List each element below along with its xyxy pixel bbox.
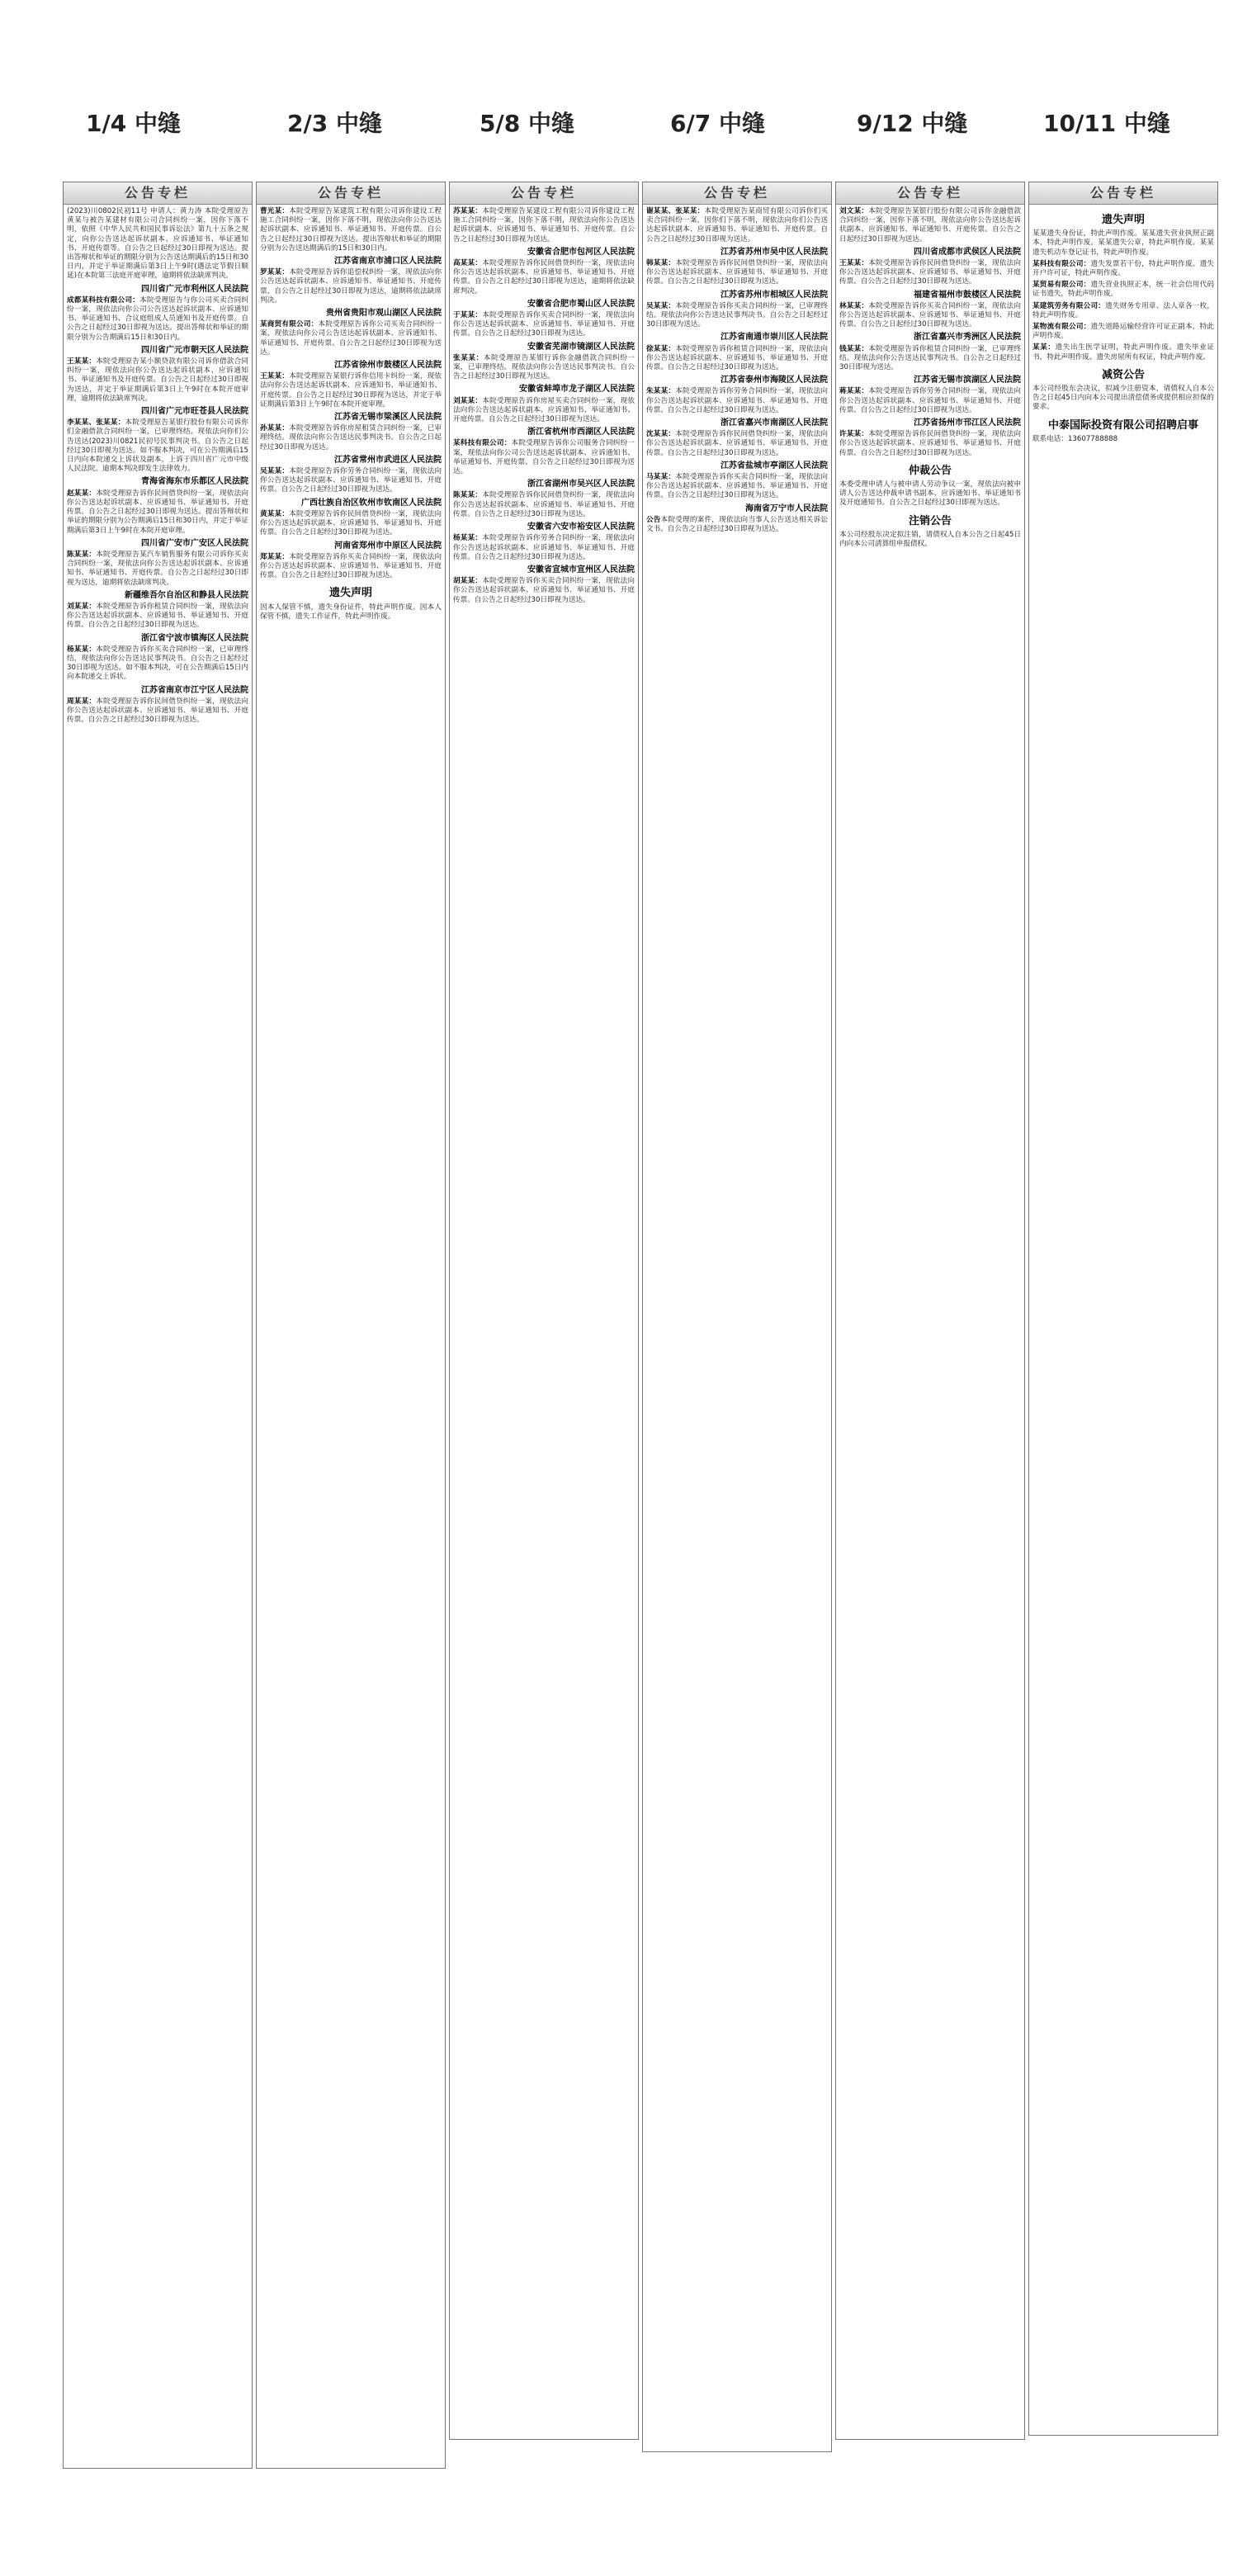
notice-entry [67, 551, 248, 588]
court-name: 江苏省苏州市相城区人民法院 [721, 290, 828, 300]
notice-entry [67, 645, 248, 683]
notice-text [646, 207, 828, 534]
notice-body: 本院受理原告诉你民间借贷纠纷一案，现依法向你公告送达起诉状副本、应诉通知书、举证通知书、开庭传票。自公告之日起经过30日即视为送达，逾期将依法缺席判决。 [453, 259, 635, 295]
notice-addressee: 王某某： [67, 357, 97, 366]
notice-addressee: 王某某： [260, 372, 290, 381]
notice-addressee: 林某某： [839, 301, 869, 310]
court-name: 安徽省六安市裕安区人民法院 [527, 522, 635, 532]
notice-body: 本院受理原告诉你租赁合同纠纷一案，现依法向你公告送达起诉状副本、应诉通知书、举证通知书、开庭传票。自公告之日起经过30日即视为送达。 [646, 344, 828, 372]
notice-entry [1032, 385, 1214, 413]
notice-addressee: 韩某某： [646, 259, 676, 268]
notice-body: 本院受理原告诉你追偿权纠纷一案，现依法向你公告送达起诉状副本、应诉通知书、举证通知书、开庭传票，自公告之日起经过30日即视为送达，逾期将依法缺席判决。 [260, 268, 442, 305]
notice-entry [67, 207, 248, 281]
notice-entry [646, 345, 828, 373]
notice-entry [839, 345, 1021, 373]
notice-body: 本院受理原告诉你劳务合同纠纷一案，现依法向你公告送达起诉状副本、应诉通知书、举证通知书、开庭传票。自公告之日起经过30日即视为送达。 [453, 534, 635, 561]
notice-body: 本院受理原告诉你买卖合同纠纷一案，现依法向你公告送达起诉状副本、应诉通知书、举证通知书、开庭传票。自公告之日起经过30日即视为送达。 [260, 552, 442, 580]
notice-body: 本院受理原告诉你民间借贷纠纷一案，现依法向你公告送达起诉状副本、应诉通知书、举证通知书、开庭传票。自公告之日起经过30日即视为送达。提出答辩状和举证的期限分别为公告期满后15日和30日内，并定于举证期满后第3日上午9时在本院开庭审理。 [67, 489, 248, 535]
notice-body: 本院受理的案件，现依法向当事人公告送达相关诉讼文书。自公告之日起经过30日即视为送达。 [646, 515, 828, 534]
court-name: 四川省广元市利州区人民法院 [141, 284, 248, 294]
court-name: 遗失声明 [1101, 214, 1145, 226]
notice-body: 遗失出生医学证明，特此声明作废。遗失毕业证书，特此声明作废。遗失房屋所有权证，特此声明作废。 [1032, 343, 1214, 362]
notice-body: 本院受理原告某商贸有限公司诉你们买卖合同纠纷一案，因你们下落不明，现依法向你们公告送达起诉状副本、应诉通知书、举证通知书、开庭传票。自公告之日起经过30日即视为送达。 [646, 207, 828, 243]
court-name: 青海省海东市乐都区人民法院 [141, 477, 248, 487]
notice-entry [67, 357, 248, 404]
notice-body: 因本人保管不慎，遗失身份证件，特此声明作废。因本人保管不慎，遗失工作证件，特此声明作废。 [260, 603, 442, 621]
column-body [643, 205, 831, 2451]
court-name: 江苏省南京市江宁区人民法院 [141, 685, 248, 695]
notice-addressee: 公告 [646, 515, 661, 524]
notice-addressee: 张某某： [453, 353, 484, 362]
notice-body: 遗失道路运输经营许可证正副本，特此声明作废。 [1032, 323, 1214, 341]
column-header-1: 1/4 中缝 [86, 110, 181, 137]
notice-entry [260, 467, 442, 495]
notice-entry [646, 516, 828, 534]
notice-body: 联系电话：13607788888 [1032, 434, 1118, 443]
notice-addressee: 陈某某： [67, 550, 97, 559]
notice-addressee: 刘某某： [453, 396, 483, 405]
column-title: 公告专栏 [257, 182, 445, 205]
notice-body: 本院受理原告某汽车销售服务有限公司诉你买卖合同纠纷一案，现依法向你公告送达起诉状副本、应诉通知书、举证通知书、开庭传票。自公告之日起经过30日即视为送达，逾期将依法缺席判决。 [67, 550, 248, 587]
notice-body: 本院受理原告诉你房屋买卖合同纠纷一案，现依法向你公告送达起诉状副本、应诉通知书、举证通知书、开庭传票。自公告之日起经过30日即视为送达。 [453, 396, 635, 424]
notice-text [1032, 215, 1214, 444]
notice-addressee: 某科技有限公司： [453, 439, 512, 448]
notice-body: 本院受理原告某建设工程有限公司诉你建设工程施工合同纠纷一案，因你下落不明，现依法向你公告送达起诉状副本、应诉通知书、举证通知书、开庭传票。自公告之日起经过30日即视为送达。 [453, 207, 635, 243]
notice-body: 本院受理原告诉你劳务合同纠纷一案，现依法向你公告送达起诉状副本、应诉通知书、举证通知书、开庭传票。自公告之日起经过30日即视为送达。 [839, 387, 1021, 414]
column-body [1029, 205, 1217, 2435]
notice-entry [1032, 435, 1214, 444]
court-name: 江苏省无锡市梁溪区人民法院 [334, 413, 442, 423]
notice-addressee: 罗某某： [260, 268, 290, 277]
notice-entry [67, 296, 248, 343]
notice-entry [453, 491, 635, 519]
court-name: 安徽省合肥市蜀山区人民法院 [527, 299, 635, 309]
notice-entry [1032, 302, 1214, 320]
notice-body: 本院受理原告诉你民间借贷纠纷一案，现依法向你公告送达起诉状副本、应诉通知书、举证通知书、开庭传票。自公告之日起经过30日即视为送达。 [646, 259, 828, 286]
notice-entry [839, 207, 1021, 244]
notice-entry [260, 268, 442, 305]
court-name: 海南省万宁市人民法院 [745, 503, 828, 513]
column-body [836, 205, 1024, 2439]
notice-body: 本院受理原告诉你民间借贷纠纷一案，现依法向你公告送达起诉状副本、应诉通知书、举证通知书、开庭传票。自公告之日起经过30日即视为送达。 [453, 491, 635, 518]
court-name: 仲裁公告 [908, 464, 952, 477]
notice-addressee: 某建筑劳务有限公司： [1032, 301, 1106, 310]
notice-body: 本院受理原告诉你劳务合同纠纷一案，现依法向你公告送达起诉状副本、应诉通知书、举证通知书、开庭传票。自公告之日起经过30日即视为送达。 [646, 387, 828, 414]
court-name: 浙江省嘉兴市秀洲区人民法院 [914, 333, 1021, 343]
notice-column-4 [642, 182, 832, 2452]
notice-addressee: 许某某： [839, 430, 869, 439]
notice-entry [1032, 343, 1214, 362]
notice-body: 本公司经股东决定拟注销，请债权人自本公告之日起45日内向本公司清算组申报债权。 [839, 530, 1021, 549]
notice-body: 本院受理原告某银行诉你金融借款合同纠纷一案，已审理终结。现依法向你公告送达民事判决书。自公告之日起经过30日即视为送达。 [453, 353, 635, 381]
notice-addressee: 王某某： [839, 259, 869, 268]
notice-body: 本院受理原告诉你买卖合同纠纷一案，现依法向你公告送达起诉状副本、应诉通知书、举证通知书、开庭传票。自公告之日起经过30日即视为送达。 [646, 473, 828, 500]
notice-addressee: 陈某某： [453, 491, 483, 500]
notice-entry [839, 480, 1021, 508]
court-name: 浙江省湖州市吴兴区人民法院 [527, 480, 635, 489]
notice-entry [67, 418, 248, 474]
notice-body: 本院受理原告诉你买卖合同纠纷一案，现依法向你公告送达起诉状副本、应诉通知书、举证通知书、开庭传票。自公告之日起经过30日即视为送达。 [453, 311, 635, 338]
notice-addressee: 郑某某： [260, 552, 290, 561]
notice-entry [260, 320, 442, 357]
court-name: 浙江省宁波市镇海区人民法院 [141, 633, 248, 643]
notice-entry [646, 387, 828, 415]
court-name: 浙江省杭州市西湖区人民法院 [527, 428, 635, 437]
notice-body: 本院受理原告诉你公司服务合同纠纷一案，现依法向你公司公告送达起诉状副本、应诉通知书、举证通知书、开庭传票。自公告之日起经过30日即视为送达。 [453, 439, 635, 476]
column-body [64, 205, 252, 2468]
notice-addressee: 钱某某： [839, 344, 869, 353]
notice-text [453, 207, 635, 605]
notice-entry [839, 430, 1021, 458]
notice-addressee: 蒋某某： [839, 387, 869, 396]
notice-body: 遗失财务专用章、法人章各一枚，特此声明作废。 [1032, 301, 1214, 319]
notice-addressee: 朱某某： [646, 387, 676, 396]
notice-entry [453, 311, 635, 339]
column-header-6: 10/11 中缝 [1043, 110, 1170, 137]
notice-entry [67, 489, 248, 536]
court-name: 广西壮族自治区钦州市钦南区人民法院 [301, 498, 442, 508]
notice-addressee: 某某： [1032, 343, 1056, 352]
court-name: 安徽省芜湖市镜湖区人民法院 [527, 342, 635, 352]
notice-body: 本院受理原告诉你劳务合同纠纷一案，现依法向你公告送达起诉状副本、应诉通知书、举证通知书、开庭传票。自公告之日起经过30日即视为送达。 [260, 467, 442, 494]
notice-body: 本院受理原告诉你买卖合同纠纷一案，现依法向你公告送达起诉状副本、应诉通知书、举证通知书、开庭传票。自公告之日起经过30日即视为送达。 [839, 301, 1021, 329]
notice-addressee: 周某某： [67, 697, 97, 706]
court-name: 江苏省盐城市亭湖区人民法院 [721, 461, 828, 470]
notice-addressee: 杨某某： [67, 645, 97, 654]
column-title: 公告专栏 [1029, 182, 1217, 205]
column-title: 公告专栏 [643, 182, 831, 205]
court-name: 江苏省徐州市鼓楼区人民法院 [334, 361, 442, 371]
court-name: 减资公告 [1101, 368, 1145, 381]
notice-body: 本院受理原告某银行股份有限公司诉你们金融借款合同纠纷一案，已审理终结。现依法向你们公告送达(2023)川0821民初号民事判决书。自公告之日起经过30日即视为送达。如不服本判决，可在公告期满后15日内向本院递交上诉状及副本，上诉于四川省广元市中级人民法院。逾期本判决即发生法律效力。 [67, 418, 248, 474]
notice-entry [1032, 281, 1214, 299]
notice-addressee: 刘文某： [839, 207, 869, 215]
notice-body: 本院受理原告诉你买卖合同纠纷一案，已审理终结，现依法向你公告送达民事判决书。自公告之日起经过30日即视为送达。如不服本判决，可在公告期满后15日内向本院递交上诉状。 [67, 645, 248, 682]
notice-entry [453, 397, 635, 425]
notice-body: 本院受理原告诉你民间借贷纠纷一案，现依法向你公告送达起诉状副本、应诉通知书、举证通知书、开庭传票。自公告之日起经过30日即视为送达。 [67, 697, 248, 725]
court-name: 四川省广元市旺苍县人民法院 [141, 407, 248, 417]
court-name: 安徽省合肥市包河区人民法院 [527, 247, 635, 257]
notice-addressee: 成都某科技有限公司： [67, 295, 140, 305]
notice-addressee: 某物流有限公司： [1032, 323, 1091, 332]
notice-body: 本院受理原告诉你公司买卖合同纠纷一案，现依法向你公司公告送达起诉状副本、应诉通知书、举证通知书、开庭传票。自公告之日起经过30日即视为送达。 [260, 320, 442, 357]
court-name: 遗失声明 [328, 587, 372, 600]
column-title: 公告专栏 [836, 182, 1024, 205]
notice-body: 本委受理申请人与被申请人劳动争议一案，现依法向被申请人公告送达仲裁申请书副本、应诉通知书、举证通知书及开庭通知书。自公告之日起经过30日即视为送达。 [839, 480, 1021, 508]
notice-body: 本院受理原告与你公司买卖合同纠纷一案，现依法向你公司公告送达起诉状副本、应诉通知书、举证通知书、合议庭组成人员通知书及开庭传票。自公告之日起经过30日即视为送达。提出答辩状和举证的期限分别为公告期满后15日和30日内。 [67, 295, 248, 342]
notice-entry [646, 207, 828, 244]
notice-addressee: 某商贸有限公司： [260, 320, 319, 329]
notice-entry [453, 534, 635, 562]
notice-addressee: 沈某某： [646, 430, 676, 439]
column-body [450, 205, 638, 2439]
notice-text [260, 207, 442, 622]
notice-entry [646, 302, 828, 330]
notice-column-5 [835, 182, 1025, 2440]
notice-entry [839, 531, 1021, 549]
notice-entry [453, 354, 635, 382]
court-name: 安徽省蚌埠市龙子湖区人民法院 [519, 385, 635, 395]
notice-column-1 [63, 182, 253, 2469]
notice-body: 本院受理原告某小额贷款有限公司诉你借款合同纠纷一案，现依法向你公告送达起诉状副本、应诉通知书、举证通知书及开庭传票。自公告之日起经过30日即视为送达，并定于举证期满后第3日上午9时在本院开庭审理，逾期将依法缺席判决。 [67, 357, 248, 403]
notice-column-2 [256, 182, 446, 2469]
column-header-3: 5/8 中缝 [480, 110, 574, 137]
court-name: 江苏省南京市浦口区人民法院 [334, 257, 442, 267]
court-name: 新疆维吾尔自治区和静县人民法院 [125, 590, 248, 600]
notice-body: 本院受理原告诉你民间借贷纠纷一案，现依法向你公告送达起诉状副本、应诉通知书、举证通知书、开庭传票。自公告之日起经过30日即视为送达。 [839, 430, 1021, 457]
notice-addressee: 某科技有限公司： [1032, 259, 1091, 268]
court-name: 江苏省苏州市吴中区人民法院 [721, 247, 828, 257]
notice-body: 本院受理原告诉你房屋租赁合同纠纷一案，已审理终结。现依法向你公告送达民事判决书。自公告之日起经过30日即视为送达。 [260, 424, 442, 451]
notice-addressee: 杨某某： [453, 534, 483, 543]
court-name: 江苏省无锡市滨湖区人民法院 [914, 376, 1021, 385]
notice-column-6 [1028, 182, 1218, 2436]
notice-body: 本院受理原告某银行诉你信用卡纠纷一案，现依法向你公告送达起诉状副本、应诉通知书、举证通知书、开庭传票。自公告之日起经过30日即视为送达，并定于举证期满后第3日上午9时在本院开庭审理。 [260, 372, 442, 409]
column-title: 公告专栏 [450, 182, 638, 205]
notice-body: (2023)川0802民初11号 申请人：黄力涛 本院受理原告黄某与被告某建材有限公司合同纠纷一案，因你下落不明，依照《中华人民共和国民事诉讼法》第九十五条之规定，向你公告送达起诉状副本、应诉通知书、举证通知书、开庭传票等。自公告之日起经过30日即视为送达。提出答辩状和举证的期限分别为公告送达期满后的15日和30日内，并定于举证期满后第3日上午9时(遇法定节假日顺延)在本院第三法庭开庭审理，逾期将依法缺席判决。 [67, 207, 248, 281]
column-body [257, 205, 445, 2468]
notice-body: 本院受理原告某银行股份有限公司诉你金融借款合同纠纷一案，因你下落不明，现依法向你公告送达起诉状副本、应诉通知书、举证通知书、开庭传票。自公告之日起经过30日即视为送达。 [839, 207, 1021, 243]
court-name: 浙江省嘉兴市南湖区人民法院 [721, 418, 828, 428]
notice-entry [646, 430, 828, 458]
notice-addressee: 某贸易有限公司： [1032, 281, 1091, 290]
court-name: 江苏省泰州市海陵区人民法院 [721, 376, 828, 385]
notice-entry [260, 603, 442, 622]
notice-addressee: 刘某某： [67, 602, 97, 611]
notice-entry [453, 577, 635, 605]
notice-entry [646, 259, 828, 287]
notice-text [67, 207, 248, 725]
notice-entry [67, 697, 248, 726]
notice-body: 本公司经股东会决议，拟减少注册资本，请债权人自本公告之日起45日内向本公司提出清偿债务或提供相应担保的要求。 [1032, 385, 1214, 412]
notice-addressee: 苏某某： [453, 207, 483, 215]
notice-entry [839, 259, 1021, 287]
notice-entry [453, 439, 635, 476]
column-header-5: 9/12 中缝 [857, 110, 968, 137]
notice-entry [67, 603, 248, 631]
court-name: 江苏省常州市武进区人民法院 [334, 455, 442, 465]
notice-addressee: 徐某某： [646, 344, 676, 353]
court-name: 江苏省扬州市邗江区人民法院 [914, 418, 1021, 428]
notice-addressee: 赵某某： [67, 489, 97, 498]
court-name: 福建省福州市鼓楼区人民法院 [914, 290, 1021, 300]
notice-body: 本院受理原告诉你买卖合同纠纷一案，已审理终结。现依法向你公告送达民事判决书。自公告之日起经过30日即视为送达。 [646, 301, 828, 329]
notice-addressee: 李某某、张某某： [67, 418, 125, 428]
court-name: 河南省郑州市中原区人民法院 [334, 541, 442, 551]
notice-body: 本院受理原告诉你租赁合同纠纷一案，现依法向你公告送达起诉状副本、应诉通知书、举证通知书、开庭传票。自公告之日起经过30日即视为送达。 [67, 602, 248, 630]
notice-column-3 [449, 182, 639, 2440]
notice-entry [839, 387, 1021, 415]
notice-body: 某某遗失身份证，特此声明作废。某某遗失营业执照正副本，特此声明作废。某某遗失公章，特此声明作废。某某遗失机动车登记证书，特此声明作废。 [1032, 229, 1214, 257]
notice-addressee: 于某某： [453, 311, 483, 320]
notice-text [839, 207, 1021, 549]
notice-body: 遗失发票若干份，特此声明作废。遗失开户许可证，特此声明作废。 [1032, 259, 1214, 278]
notice-entry [260, 207, 442, 253]
notice-body: 本院受理原告诉你民间借贷纠纷一案，现依法向你公告送达起诉状副本、应诉通知书、举证通知书、开庭传票。自公告之日起经过30日即视为送达。 [260, 509, 442, 537]
notice-body: 本院受理原告诉你租赁合同纠纷一案，已审理终结。现依法向你公告送达民事判决书。自公告之日起经过30日即视为送达。 [839, 344, 1021, 372]
court-name: 四川省成都市武侯区人民法院 [914, 247, 1021, 257]
notice-entry [1032, 323, 1214, 341]
notice-addressee: 吴某某： [646, 301, 676, 310]
notice-entry [453, 207, 635, 244]
notice-entry [839, 302, 1021, 330]
notice-body: 本院受理原告诉你买卖合同纠纷一案，现依法向你公告送达起诉状副本、应诉通知书、举证通知书、开庭传票。自公告之日起经过30日即视为送达。 [453, 577, 635, 604]
notice-entry [1032, 260, 1214, 278]
court-name: 四川省广安市广安区人民法院 [141, 538, 248, 548]
court-name: 中泰国际投资有限公司招聘启事 [1047, 418, 1198, 432]
notice-body: 遗失营业执照正本，统一社会信用代码证书遗失，特此声明作废。 [1032, 281, 1214, 299]
notice-addressee: 孙某某： [260, 424, 290, 433]
notice-entry [260, 424, 442, 452]
notice-addressee: 吴某某： [260, 467, 290, 476]
notice-addressee: 谢某某、张某某： [646, 207, 705, 215]
court-name: 安徽省宣城市宣州区人民法院 [527, 565, 635, 574]
column-header-2: 2/3 中缝 [287, 110, 382, 137]
notice-entry [1032, 229, 1214, 258]
notice-entry [260, 510, 442, 538]
notice-addressee: 胡某某： [453, 577, 483, 586]
notice-entry [260, 372, 442, 409]
notice-entry [646, 473, 828, 501]
column-header-4: 6/7 中缝 [670, 110, 765, 137]
column-title: 公告专栏 [64, 182, 252, 205]
court-name: 注销公告 [908, 514, 952, 527]
notice-body: 本院受理原告某建筑工程有限公司诉你建设工程施工合同纠纷一案，因你下落不明，现依法向你公告送达起诉状副本、应诉通知书、举证通知书、开庭传票。自公告之日起经过30日即视为送达。提出答辩状和举证的期限分别为公告送达期满后的15日和30日内。 [260, 207, 442, 253]
notice-addressee: 黄某某： [260, 509, 290, 518]
court-name: 江苏省南通市崇川区人民法院 [721, 333, 828, 343]
notice-body: 本院受理原告诉你民间借贷纠纷一案，现依法向你公告送达起诉状副本、应诉通知书、举证通知书、开庭传票。自公告之日起经过30日即视为送达。 [646, 430, 828, 457]
notice-addressee: 曹光某： [260, 207, 290, 215]
notice-entry [453, 259, 635, 296]
court-name: 四川省广元市朝天区人民法院 [141, 345, 248, 355]
court-name: 贵州省贵阳市观山湖区人民法院 [326, 309, 442, 319]
notice-body: 本院受理原告诉你民间借贷纠纷一案，现依法向你公告送达起诉状副本、应诉通知书、举证通知书、开庭传票。自公告之日起经过30日即视为送达。 [839, 259, 1021, 286]
notice-entry [260, 553, 442, 581]
notice-addressee: 高某某： [453, 259, 483, 268]
notice-addressee: 马某某： [646, 473, 676, 482]
